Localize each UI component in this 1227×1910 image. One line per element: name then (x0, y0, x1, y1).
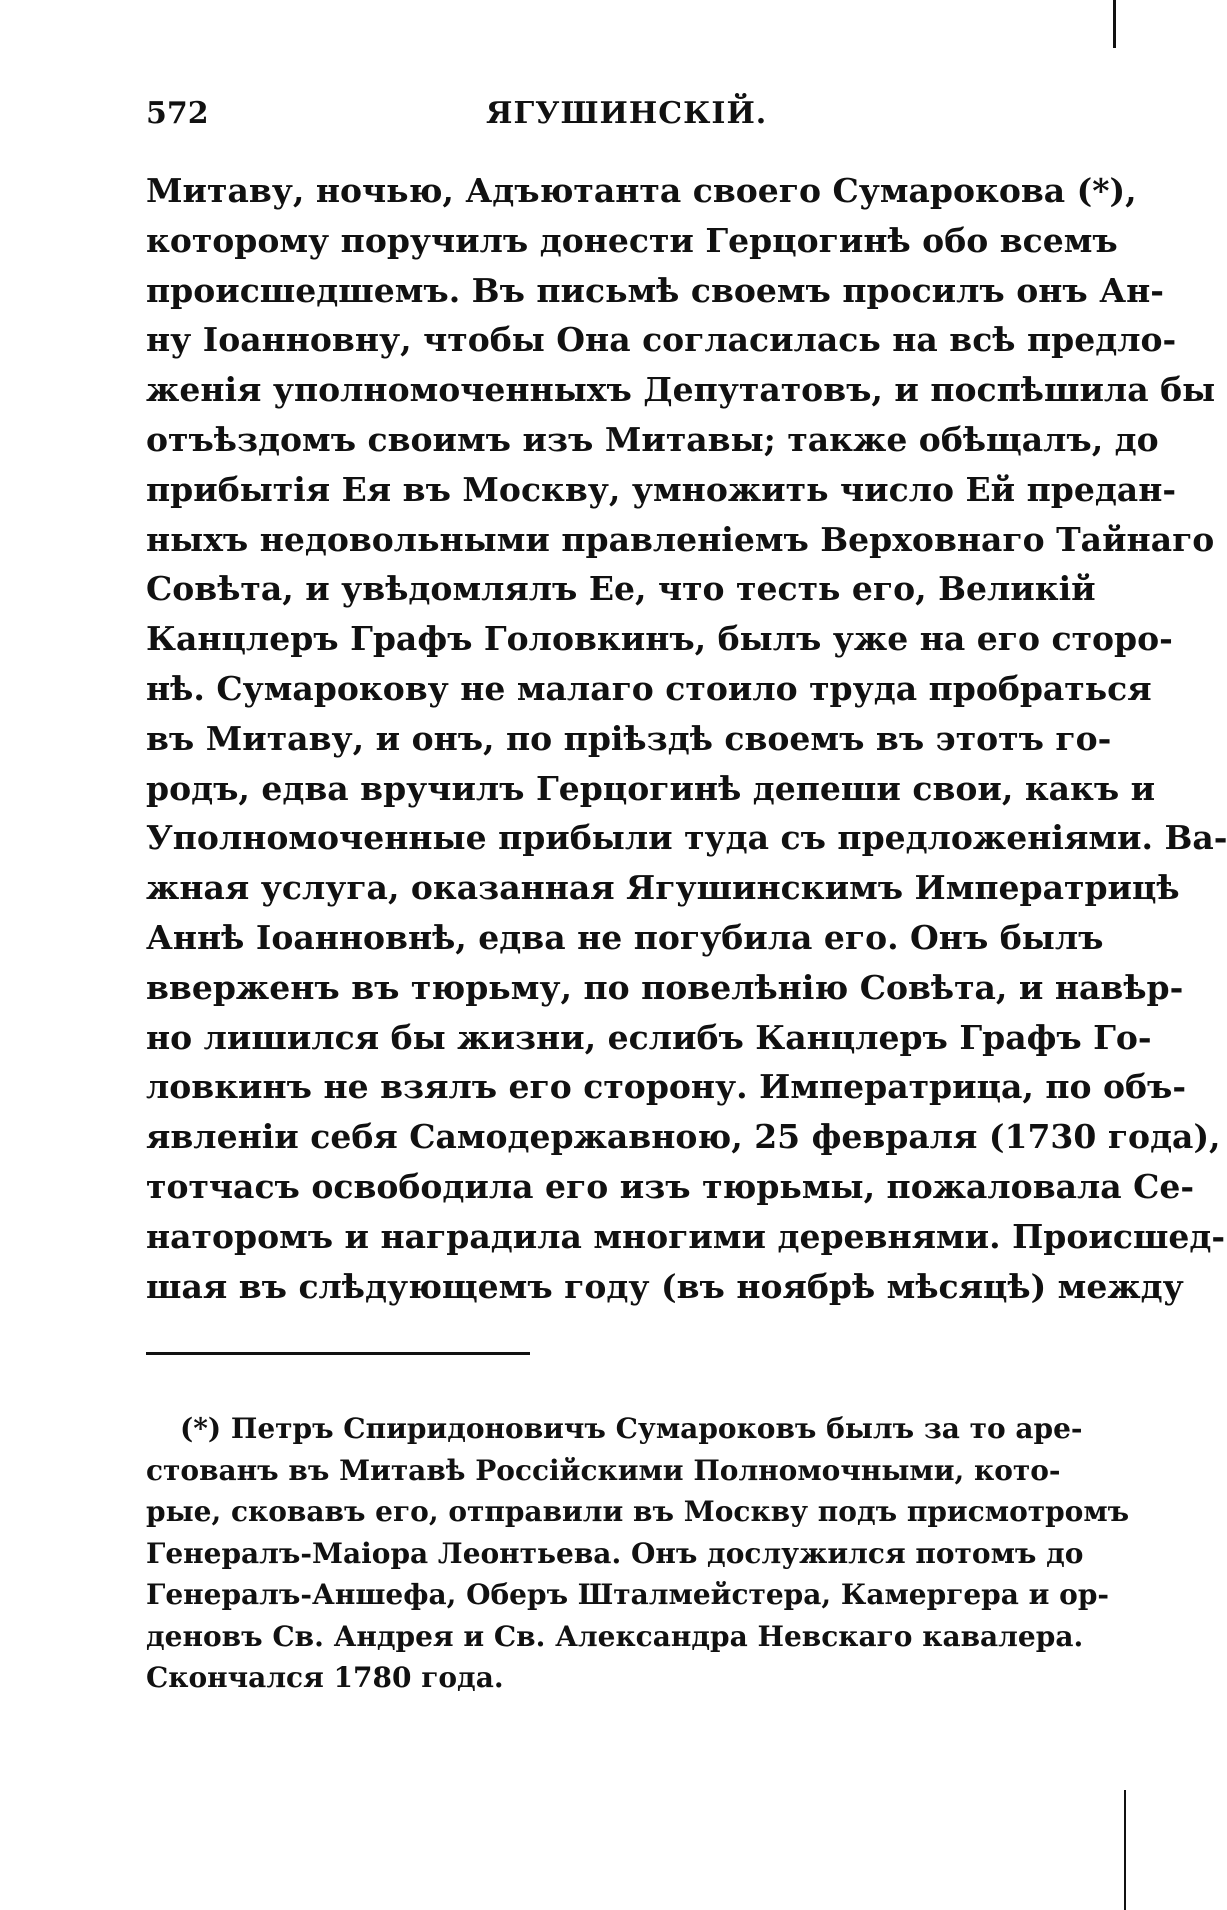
text-line: шая въ слѣдующемъ году (въ ноябрѣ мѣсяцѣ) между (146, 1266, 1184, 1306)
text-line: наторомъ и наградила многими деревнями. Происшед- (146, 1216, 1226, 1256)
footnote-line: Скончался 1780 года. (146, 1661, 504, 1694)
scan-edge-mark-bottom (1124, 1790, 1126, 1910)
text-line: родъ, едва вручилъ Герцогинѣ депеши свои, какъ и (146, 768, 1156, 808)
text-line: Уполномоченные прибыли туда съ предложеніями. Ва- (146, 818, 1227, 858)
text-line: жная услуга, оказанная Ягушинскимъ Императрицѣ (146, 868, 1180, 908)
text-line: Совѣта, и увѣдомлялъ Ее, что тесть его, Великій (146, 569, 1096, 609)
text-line: Канцлеръ Графъ Головкинъ, былъ уже на его сторо- (146, 619, 1173, 659)
footnote-rule (146, 1352, 530, 1355)
page-number: 572 (146, 96, 209, 131)
scan-edge-mark-top (1113, 0, 1116, 48)
text-line: но лишился бы жизни, еслибъ Канцлеръ Графъ Го- (146, 1017, 1152, 1057)
text-line: женія уполномоченныхъ Депутатовъ, и поспѣшила бы (146, 370, 1216, 410)
footnote-line: стованъ въ Митавѣ Россійскими Полномочными, кото- (146, 1453, 1061, 1487)
running-head (146, 96, 1041, 136)
running-title: ЯГУШИНСКІЙ. (486, 96, 768, 131)
footnote-line: Генералъ-Аншефа, Оберъ Шталмейстера, Камергера и ор- (146, 1578, 1110, 1611)
text-line: вверженъ въ тюрьму, по повелѣнію Совѣта, и навѣр- (146, 967, 1184, 1007)
text-line: Аннѣ Іоанновнѣ, едва не погубила его. Онъ былъ (146, 917, 1104, 957)
footnote-line: Генералъ-Маіора Леонтьева. Онъ дослужился потомъ до (146, 1536, 1084, 1570)
text-line: Митаву, ночью, Адъютанта своего Сумарокова (*), (146, 171, 1137, 210)
text-line: отъѣздомъ своимъ изъ Митавы; также обѣщалъ, до (146, 419, 1159, 459)
footnote-line: рые, сковавъ его, отправили въ Москву подъ присмотромъ (146, 1495, 1130, 1528)
text-line: ну Іоанновну, чтобы Она согласилась на всѣ предло- (146, 320, 1177, 360)
text-line: явленіи себя Самодержавною, 25 февраля (1730 года), (146, 1117, 1221, 1157)
text-line: происшедшемъ. Въ письмѣ своемъ просилъ онъ Ан- (146, 270, 1164, 310)
text-line: въ Митаву, и онъ, по пріѣздѣ своемъ въ этотъ го- (146, 718, 1112, 758)
main-text (146, 166, 1227, 1311)
text-line: прибытія Ея въ Москву, умножить число Ей предан- (146, 469, 1177, 509)
text-line: которому поручилъ донести Герцогинѣ обо всемъ (146, 220, 1118, 260)
text-line: тотчасъ освободила его изъ тюрьмы, пожаловала Се- (146, 1166, 1195, 1206)
text-line: ловкинъ не взялъ его сторону. Императрица, по объ- (146, 1067, 1187, 1107)
footnote (146, 1408, 1130, 1699)
text-line: нѣ. Сумарокову не малаго стоило труда пробраться (146, 668, 1152, 708)
footnote-line: (*) Петръ Спиридоновичъ Сумароковъ былъ за то аре- (180, 1412, 1083, 1445)
text-line: ныхъ недовольными правленіемъ Верховнаго Тайнаго (146, 519, 1215, 559)
footnote-line: деновъ Св. Андрея и Св. Александра Невскаго кавалера. (146, 1619, 1084, 1653)
